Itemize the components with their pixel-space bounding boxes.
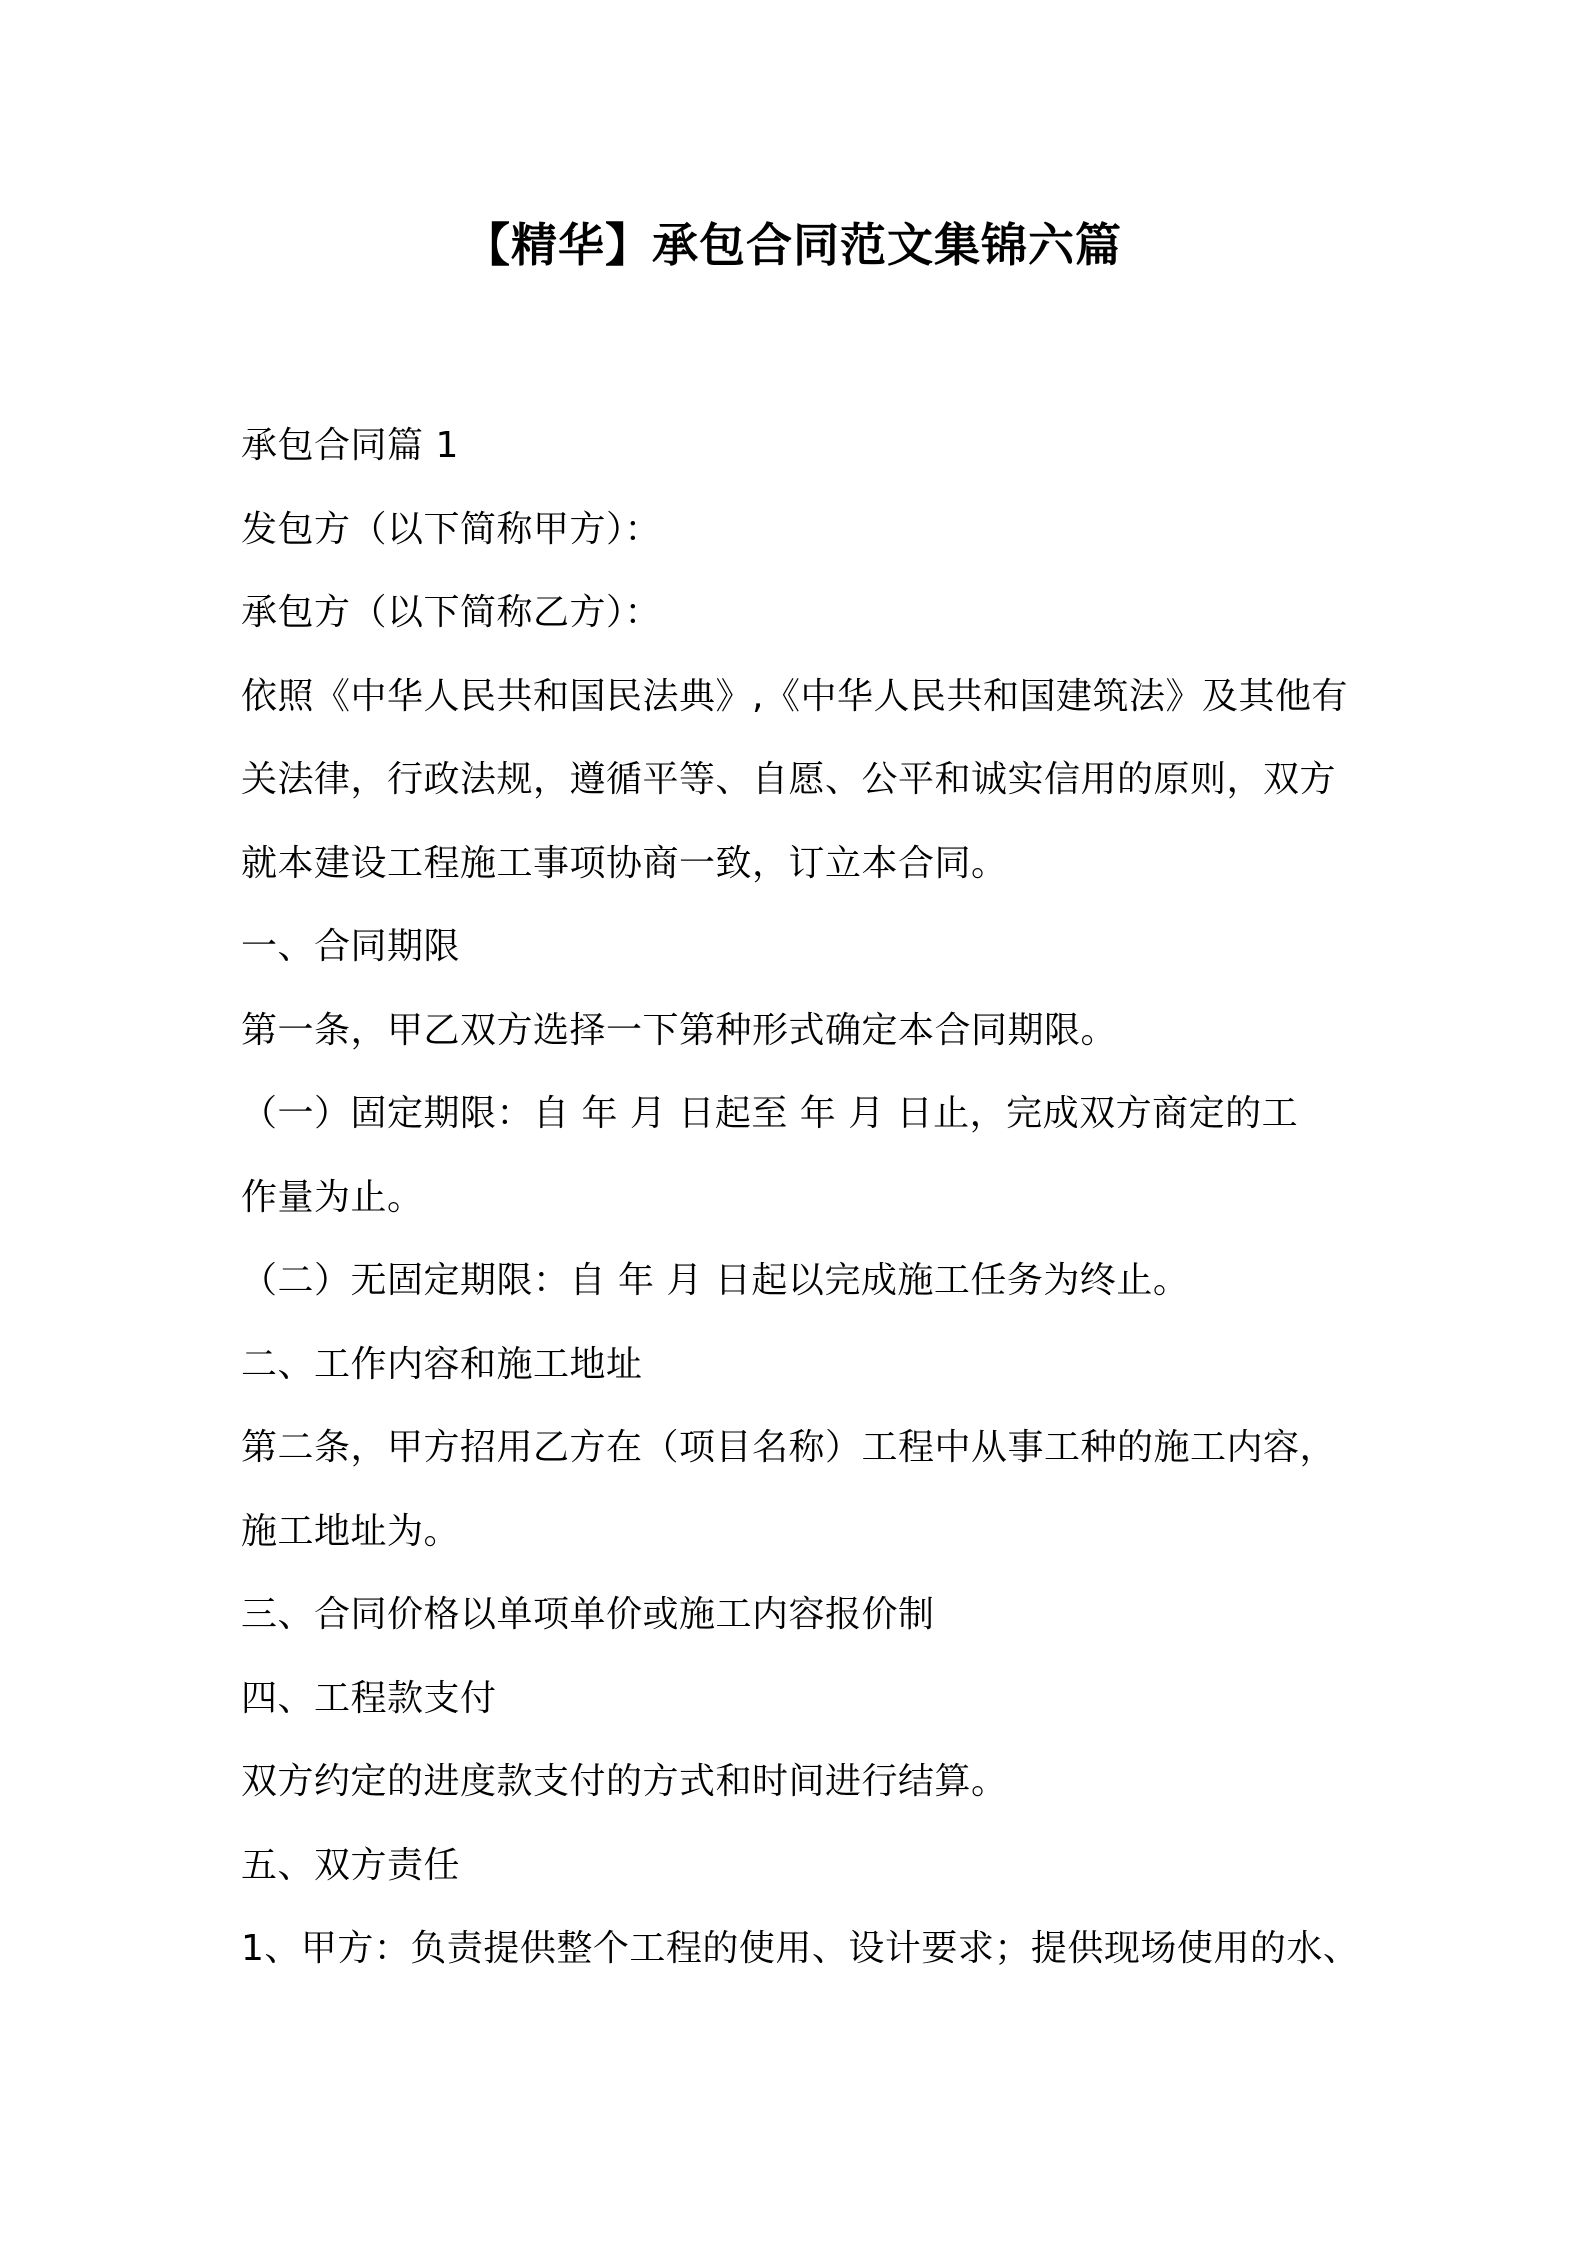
- document-title: 【精华】承包合同范文集锦六篇: [464, 218, 1122, 272]
- clause-heading: 四、工程款支付: [241, 1677, 497, 1719]
- paragraph-line: 作量为止。: [241, 1176, 424, 1218]
- paragraph-line: 依照《中华人民共和国民法典》,《中华人民共和国建筑法》及其他有: [241, 675, 1348, 717]
- paragraph-line: 就本建设工程施工事项协商一致，订立本合同。: [241, 842, 1008, 884]
- paragraph-line: 双方约定的进度款支付的方式和时间进行结算。: [241, 1761, 1008, 1802]
- paragraph-line: （一）固定期限：自 年 月 日起至 年 月 日止，完成双方商定的工: [241, 1093, 1299, 1134]
- paragraph-line: （二）无固定期限：自 年 月 日起以完成施工任务为终止。: [241, 1260, 1190, 1301]
- paragraph-line: 1、甲方：负责提供整个工程的使用、设计要求；提供现场使用的水、: [241, 1928, 1360, 1969]
- clause-heading: 二、工作内容和施工地址: [241, 1343, 643, 1385]
- party-a-line: 发包方（以下简称甲方）：: [241, 508, 662, 550]
- clause-heading: 三、合同价格以单项单价或施工内容报价制: [241, 1594, 935, 1635]
- paragraph-line: 第一条，甲乙双方选择一下第种形式确定本合同期限。: [241, 1009, 1118, 1051]
- clause-heading: 五、双方责任: [241, 1844, 461, 1886]
- paragraph-line: 关法律，行政法规，遵循平等、自愿、公平和诚实信用的原则，双方: [241, 759, 1337, 800]
- paragraph-line: 施工地址为。: [241, 1510, 461, 1552]
- document-body: [241, 404, 1366, 1991]
- party-b-line: 承包方（以下简称乙方）：: [241, 592, 662, 633]
- paragraph-line: 第二条，甲方招用乙方在（项目名称）工程中从事工种的施工内容，: [241, 1427, 1337, 1468]
- clause-heading: 一、合同期限: [241, 926, 461, 967]
- section-heading: 承包合同篇 1: [241, 425, 459, 466]
